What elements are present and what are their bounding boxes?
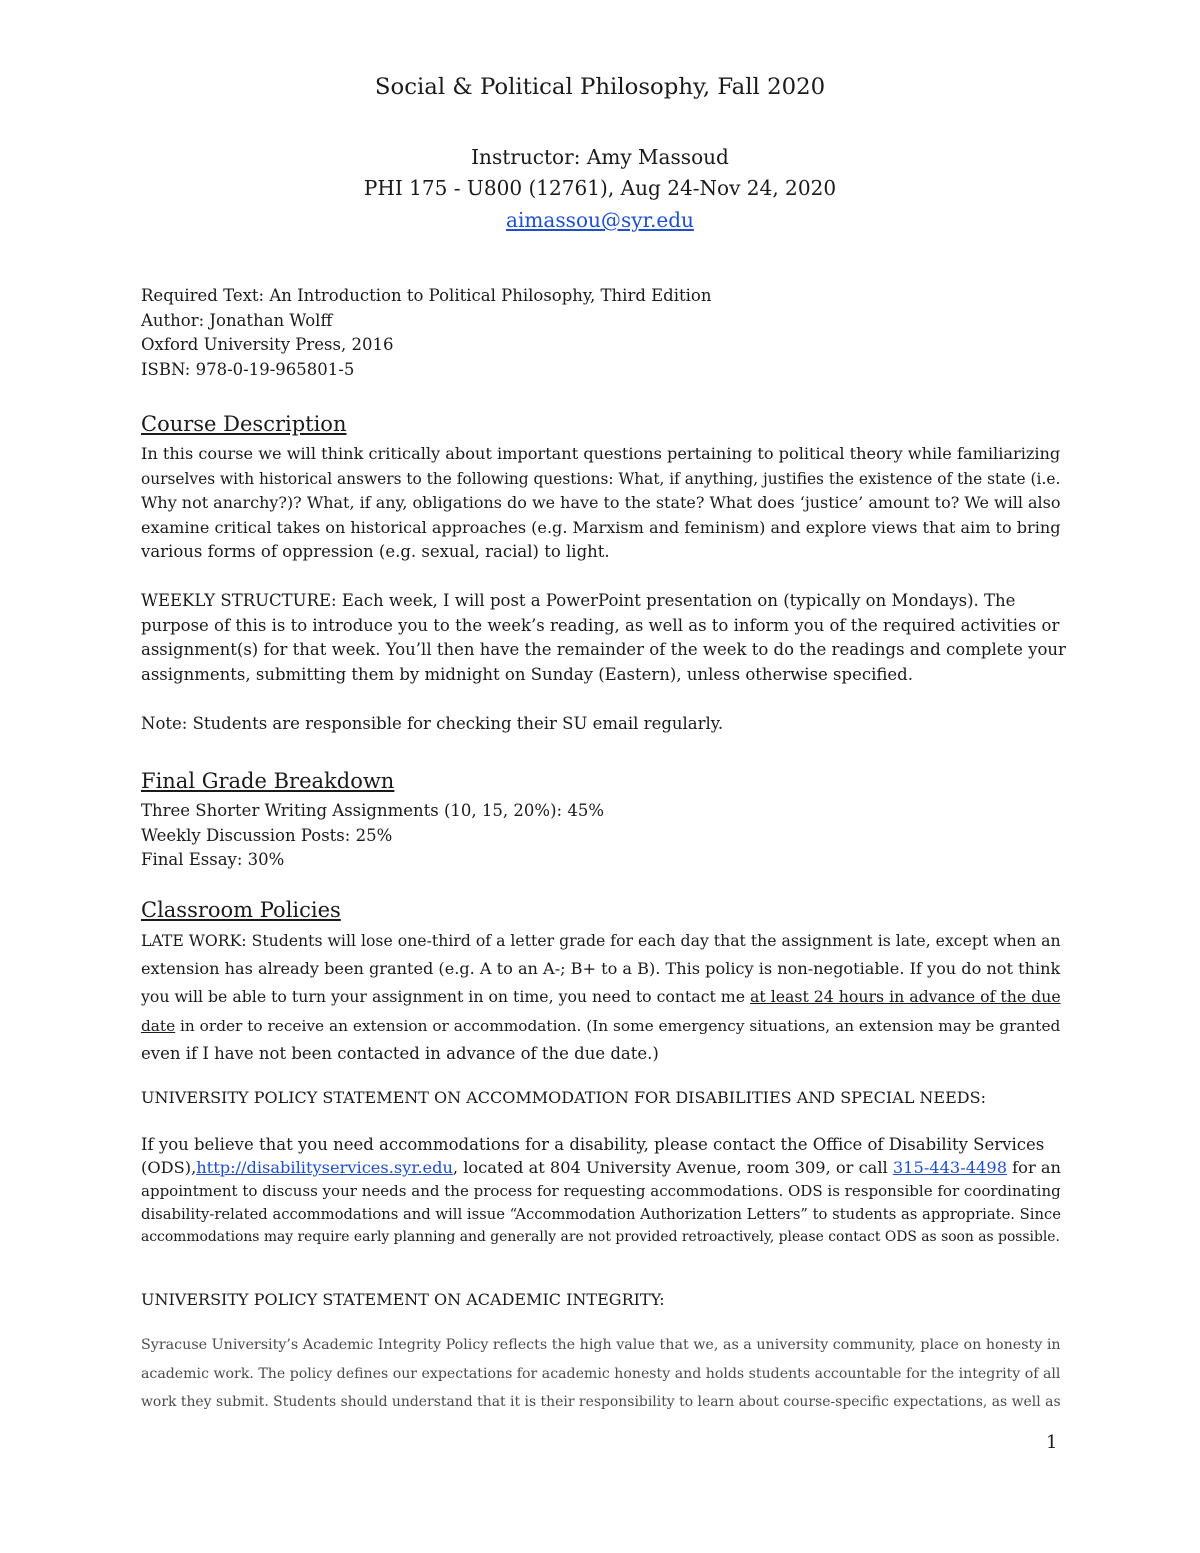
underlined-deadline: at least 24 hours in advance of the due bbox=[750, 987, 1061, 1007]
text-run: (ODS), bbox=[141, 1158, 197, 1178]
paragraph-line: LATE WORK: Students will lose one-third of a letter grade for each day that the assignment is late, except when an bbox=[141, 931, 1061, 950]
paragraph-line: disability-related accommodations and will issue “Accommodation Authorization Letters” to students as appropriate. Since bbox=[141, 1205, 1061, 1223]
paragraph-line: various forms of oppression (e.g. sexual, racial) to light. bbox=[141, 542, 610, 561]
paragraph-line: Why not anarchy?)? What, if any, obligations do we have to the state? What does ‘justice’ amount to? We will also bbox=[141, 493, 1061, 512]
instructor-line: Instructor: Amy Massoud bbox=[471, 145, 729, 169]
paragraph-line bbox=[141, 1156, 1066, 1179]
grade-breakdown-heading: Final Grade Breakdown bbox=[141, 769, 395, 793]
course-description-body bbox=[141, 442, 1066, 565]
paragraph-line: work they submit. Students should understand that it is their responsibility to learn about course-specific expectations, as well as bbox=[141, 1394, 1061, 1410]
email-container bbox=[0, 208, 1200, 232]
paragraph-line: examine critical takes on historical approaches (e.g. Marxism and feminism) and explore views that aim to bring bbox=[141, 517, 1061, 537]
required-text-author: Author: Jonathan Wolff bbox=[141, 310, 333, 330]
paragraph-line: If you believe that you need accommodations for a disability, please contact the Office of Disability Services bbox=[141, 1135, 1045, 1154]
paragraph-line: assignment(s) for that week. You’ll then have the remainder of the week to do the readings and complete your bbox=[141, 640, 1066, 659]
paragraph-line bbox=[141, 1012, 1066, 1040]
document-title: Social & Political Philosophy, Fall 2020 bbox=[374, 74, 826, 100]
paragraph-line: WEEKLY STRUCTURE: Each week, I will post a PowerPoint presentation on (typically on Mondays). The bbox=[141, 591, 1016, 610]
paragraph-line: ourselves with historical answers to the following questions: What, if anything, justifies the existence of the state (i.e. bbox=[141, 469, 1061, 488]
academic-integrity-heading: UNIVERSITY POLICY STATEMENT ON ACADEMIC INTEGRITY: bbox=[141, 1290, 665, 1309]
academic-integrity-body bbox=[141, 1331, 1066, 1417]
underlined-deadline: date bbox=[141, 1016, 176, 1035]
disability-services-link[interactable]: http://disabilityservices.syr.edu bbox=[196, 1158, 453, 1178]
late-work-policy bbox=[141, 927, 1066, 1068]
required-text-publisher: Oxford University Press, 2016 bbox=[141, 335, 394, 354]
grade-item: Final Essay: 30% bbox=[141, 850, 285, 869]
page-number: 1 bbox=[1046, 1432, 1058, 1453]
course-description-heading: Course Description bbox=[141, 412, 347, 436]
ods-phone-link[interactable]: 315-443-4498 bbox=[892, 1158, 1008, 1178]
instructor-email-link[interactable]: aimassou@syr.edu bbox=[506, 208, 694, 232]
paragraph-line: assignments, submitting them by midnight on Sunday (Eastern), unless otherwise specified. bbox=[141, 664, 913, 684]
paragraph-line: In this course we will think critically about important questions pertaining to political theory while familiarizing bbox=[141, 444, 1061, 463]
classroom-policies-heading: Classroom Policies bbox=[141, 898, 341, 922]
required-text-title: Required Text: An Introduction to Political Philosophy, Third Edition bbox=[141, 286, 712, 305]
paragraph-line: purpose of this is to introduce you to the week’s reading, as well as to inform you of the required activities or bbox=[141, 615, 1060, 635]
paragraph-line: appointment to discuss your needs and the process for requesting accommodations. ODS is responsible for coordinating bbox=[141, 1181, 1061, 1200]
grade-item: Weekly Discussion Posts: 25% bbox=[141, 825, 393, 845]
required-text-block bbox=[141, 284, 1066, 382]
paragraph-line: academic work. The policy defines our expectations for academic honesty and holds students accountable for the integrity of all bbox=[141, 1365, 1061, 1382]
paragraph-line: even if I have not been contacted in advance of the due date.) bbox=[141, 1043, 659, 1063]
required-text-isbn: ISBN: 978-0-19-965801-5 bbox=[141, 359, 355, 379]
weekly-structure-body bbox=[141, 589, 1066, 687]
paragraph-line bbox=[141, 983, 1066, 1011]
text-run: you will be able to turn your assignment in on time, you need to contact me bbox=[141, 987, 751, 1007]
course-line: PHI 175 - U800 (12761), Aug 24-Nov 24, 2020 bbox=[363, 176, 837, 200]
email-note bbox=[141, 712, 1066, 737]
text-run: in order to receive an extension or accommodation. (In some emergency situations, an extension may be granted bbox=[175, 1016, 1061, 1035]
disability-policy-body bbox=[141, 1133, 1066, 1249]
disability-policy-heading: UNIVERSITY POLICY STATEMENT ON ACCOMMODATION FOR DISABILITIES AND SPECIAL NEEDS: bbox=[141, 1088, 986, 1107]
grade-item: Three Shorter Writing Assignments (10, 15, 20%): 45% bbox=[141, 801, 604, 820]
paragraph-line: extension has already been granted (e.g. A to an A-; B+ to a B). This policy is non-negotiable. If you do not think bbox=[141, 959, 1061, 979]
note-line: Note: Students are responsible for checking their SU email regularly. bbox=[141, 714, 724, 733]
text-run: for an bbox=[1007, 1158, 1061, 1178]
text-run: , located at 804 University Avenue, room 309, or call bbox=[452, 1158, 893, 1178]
paragraph-line: Syracuse University’s Academic Integrity Policy reflects the high value that we, as a university community, place on honesty in bbox=[141, 1337, 1061, 1353]
paragraph-line: accommodations may require early planning and generally are not provided retroactively, please contact ODS as soon as possible. bbox=[141, 1229, 1060, 1246]
grade-breakdown-list bbox=[141, 799, 1066, 873]
